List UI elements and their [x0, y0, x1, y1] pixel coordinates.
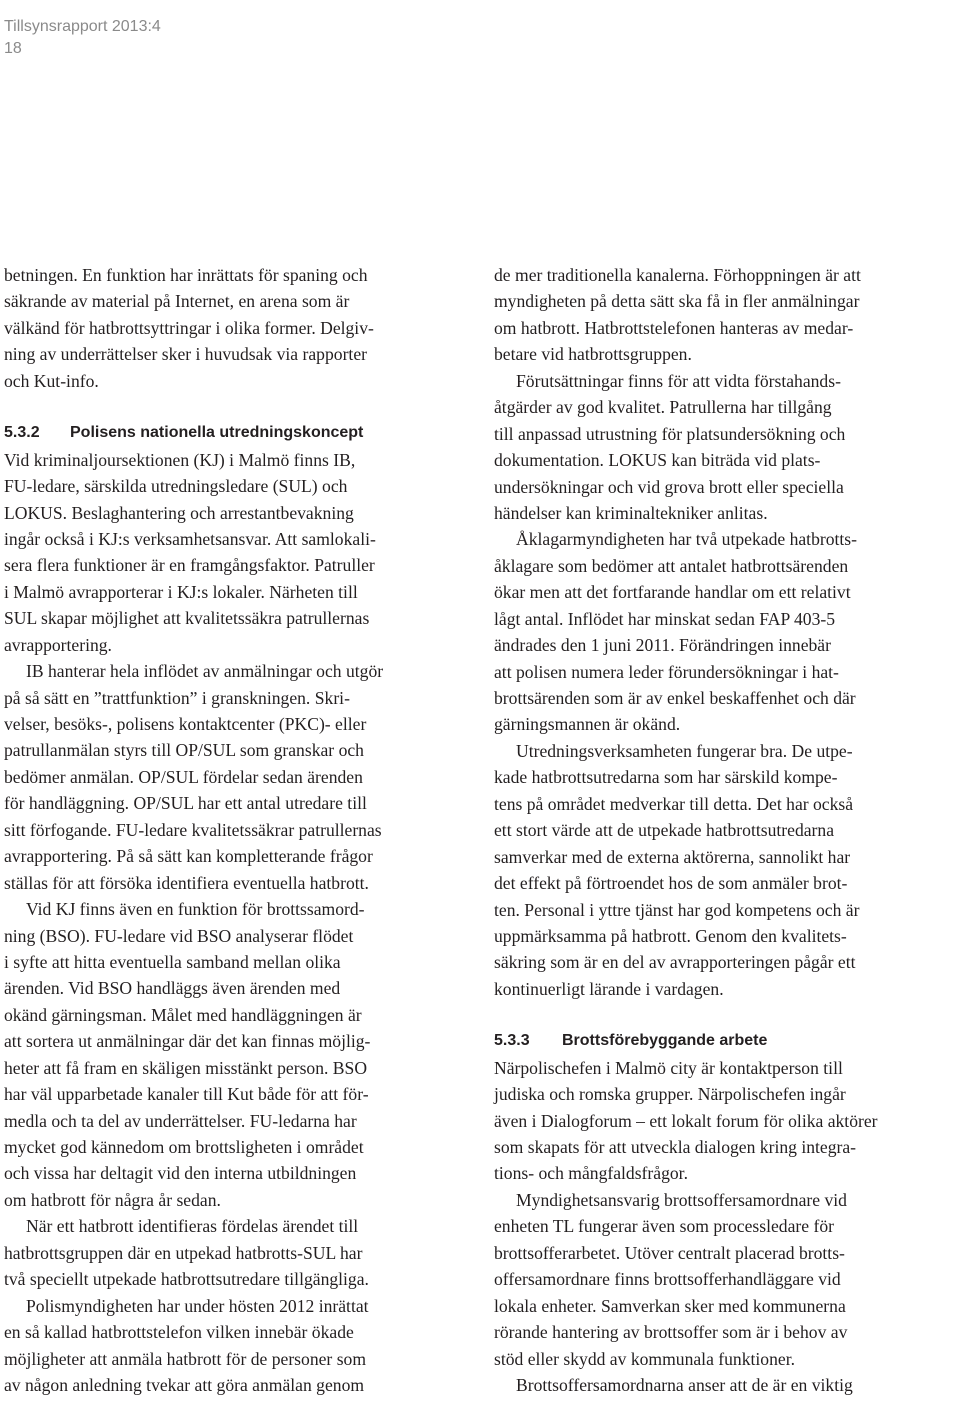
body-line: i Malmö avrapporterar i KJ:s lokaler. Närheten till — [4, 581, 358, 602]
body-line: Myndighetsansvarig brottsoffersamordnare vid — [516, 1189, 847, 1210]
body-line: säkrande av material på Internet, en arena som är — [4, 291, 350, 312]
body-line: kade hatbrottsutredarna som har särskild kompe- — [494, 767, 838, 788]
body-line: okänd gärningsman. Målet med handläggningen är — [4, 1004, 362, 1025]
body-line: välkänd för hatbrottsyttringar i olika former. Delgiv- — [4, 317, 374, 338]
body-line: mycket god kännedom om brottsligheten i området — [4, 1137, 364, 1157]
report-title: Tillsynsrapport 2013:4 — [4, 18, 161, 35]
body-line: gärningsmannen är okänd. — [494, 714, 681, 735]
body-line: i syfte att hitta eventuella samband mellan olika — [4, 951, 341, 972]
body-line: lågt antal. Inflödet har minskat sedan FAP 403-5 — [494, 608, 836, 629]
section-number: 5.3.2 — [4, 424, 40, 442]
section-title: Brottsförebyggande arbete — [562, 1032, 768, 1050]
body-line: sera flera funktioner är en framgångsfaktor. Patruller — [4, 555, 375, 576]
body-line: av någon anledning tvekar att göra anmälan genom — [4, 1374, 365, 1395]
body-line: IB hanterar hela inflödet av anmälningar och utgör — [26, 661, 384, 682]
body-line: sitt förfogande. FU-ledare kvalitetssäkrar patrullernas — [4, 819, 382, 840]
body-line: för handläggning. OP/SUL har ett antal utredare till — [4, 793, 367, 814]
body-line: betare vid hatbrottsgruppen. — [494, 344, 692, 365]
body-line: samverkar med de externa aktörerna, sannolikt har — [494, 846, 851, 867]
body-line: stöd eller skydd av kommunala funktioner. — [494, 1348, 795, 1369]
body-line: Förutsättningar finns för att vidta förstahands- — [516, 370, 841, 391]
running-head — [4, 16, 161, 60]
body-line: Polismyndigheten har under hösten 2012 inrättat — [26, 1295, 369, 1316]
body-line: att polisen numera leder förundersökningar i hat- — [494, 661, 839, 682]
body-line: åklagare som bedömer att antalet hatbrottsärenden — [494, 555, 849, 576]
body-line: ökar men att det fortfarande handlar om ett relativt — [494, 582, 851, 603]
body-line: två speciellt utpekade hatbrottsutredare tillgängliga. — [4, 1269, 369, 1290]
body-line: och vissa har deltagit vid den interna utbildningen — [4, 1163, 357, 1184]
body-line: ning (BSO). FU-ledare vid BSO analyserar flödet — [4, 925, 354, 946]
body-line: även i Dialogforum – ett lokalt forum för olika aktörer — [494, 1110, 878, 1131]
body-line: ärenden. Vid BSO handläggs även ärenden med — [4, 978, 341, 999]
body-line: Närpolischefen i Malmö city är kontaktperson till — [494, 1057, 843, 1078]
body-line: uppmärksamma på hatbrott. Genom den kvalitets- — [494, 925, 847, 946]
body-line: ingår också i KJ:s verksamhetsansvar. Att samlokali- — [4, 528, 376, 549]
body-line: tions- och mångfaldsfrågor. — [494, 1163, 688, 1184]
body-line: dokumentation. LOKUS kan biträda vid plats- — [494, 450, 821, 471]
body-line: velser, besöks-, polisens kontaktcenter (PKC)- eller — [4, 714, 367, 734]
section-heading-5-3-3 — [494, 1028, 960, 1054]
body-line: på så sätt en ”trattfunktion” i granskningen. Skri- — [4, 687, 350, 708]
body-line: ställas för att försöka identifiera eventuella hatbrott. — [4, 872, 369, 893]
body-line: SUL skapar möjlighet att kvalitetssäkra patrullernas — [4, 608, 370, 629]
body-line: händelser kan kriminaltekniker anlitas. — [494, 502, 768, 523]
body-line: ning av underrättelser sker i huvudsak via rapporter — [4, 344, 367, 365]
body-line: har väl upparbetade kanaler till Kut både för att för- — [4, 1084, 369, 1105]
body-line: som skapats för att utveckla dialogen kring integra- — [494, 1137, 857, 1157]
body-line: FU-ledare, särskilda utredningsledare (SUL) och — [4, 476, 348, 497]
body-line: avrapportering. — [4, 634, 112, 655]
body-line: om hatbrott. Hatbrottstelefonen hanteras av medar- — [494, 317, 854, 338]
body-line: betningen. En funktion har inrättats för spaning och — [4, 265, 368, 285]
body-line: offersamordnare finns brottsofferhandläggare vid — [494, 1269, 841, 1290]
body-line: enheten TL fungerar även som processledare för — [494, 1216, 834, 1237]
body-line: säkring som är en del av avrapporteringen pågår ett — [494, 952, 856, 973]
body-line: det effekt på förtroendet hos de som anmäler brot- — [494, 873, 848, 894]
body-line: ten. Personal i yttre tjänst har god kompetens och är — [494, 899, 860, 920]
body-line: bedömer anmälan. OP/SUL fördelar sedan ärenden — [4, 766, 363, 787]
body-line: judiska och romska grupper. Närpolischefen ingår — [494, 1084, 846, 1105]
right-column — [494, 262, 960, 1398]
body-line: patrullanmälan styrs till OP/SUL som granskar och — [4, 740, 364, 761]
body-line: de mer traditionella kanalerna. Förhoppningen är att — [494, 265, 861, 285]
body-line: ändrades den 1 juni 2011. Förändringen innebär — [494, 635, 831, 656]
section-number: 5.3.3 — [494, 1032, 530, 1050]
body-line: att sortera ut anmälningar där det kan finnas möjlig- — [4, 1031, 371, 1052]
body-line: undersökningar och vid grova brott eller speciella — [494, 476, 844, 497]
body-line: ett stort värde att de utpekade hatbrottsutredarna — [494, 820, 835, 841]
section-title: Polisens nationella utredningskoncept — [70, 424, 364, 442]
page-number: 18 — [4, 40, 22, 57]
body-line: om hatbrott för några år sedan. — [4, 1189, 221, 1210]
body-line: åtgärder av god kvalitet. Patrullerna har tillgång — [494, 397, 832, 418]
body-line: möjligheter att anmäla hatbrott för de personer som — [4, 1348, 367, 1369]
body-line: När ett hatbrott identifieras fördelas ärendet till — [26, 1216, 359, 1237]
body-line: medla och ta del av underrättelser. FU-ledarna har — [4, 1110, 357, 1131]
body-line: myndigheten på detta sätt ska få in fler anmälningar — [494, 291, 860, 312]
body-line: och Kut-info. — [4, 370, 99, 391]
body-line: heter att få fram en skäligen misstänkt person. BSO — [4, 1057, 368, 1078]
body-line: Vid kriminaljoursektionen (KJ) i Malmö finns IB, — [4, 449, 356, 470]
body-line: Åklagarmyndigheten har två utpekade hatbrotts- — [516, 529, 858, 550]
body-line: Vid KJ finns även en funktion för brottssamord- — [26, 899, 365, 920]
body-line: till anpassad utrustning för platsundersökning och — [494, 423, 846, 444]
body-line: brottsärenden som är av enkel beskaffenhet och där — [494, 688, 856, 708]
body-line: LOKUS. Beslaghantering och arrestantbevakning — [4, 502, 354, 523]
body-line: en så kallad hatbrottstelefon vilken innebär ökade — [4, 1322, 354, 1343]
body-line: kontinuerligt lärande i vardagen. — [494, 978, 724, 999]
left-column — [4, 262, 474, 1398]
body-line: brottsofferarbetet. Utöver centralt placerad brotts- — [494, 1242, 845, 1263]
body-line: lokala enheter. Samverkan sker med kommunerna — [494, 1295, 846, 1316]
body-line: rörande hantering av brottsoffer som är i behov av — [494, 1322, 848, 1343]
section-heading-5-3-2 — [4, 420, 474, 446]
body-line: avrapportering. På så sätt kan kompletterande frågor — [4, 846, 373, 867]
body-line: Brottsoffersamordnarna anser att de är en viktig — [516, 1374, 853, 1395]
body-line: Utredningsverksamheten fungerar bra. De utpe- — [516, 740, 853, 761]
body-line: tens på området medverkar till detta. Det har också — [494, 793, 854, 814]
body-line: hatbrottsgruppen där en utpekad hatbrotts-SUL har — [4, 1242, 363, 1263]
